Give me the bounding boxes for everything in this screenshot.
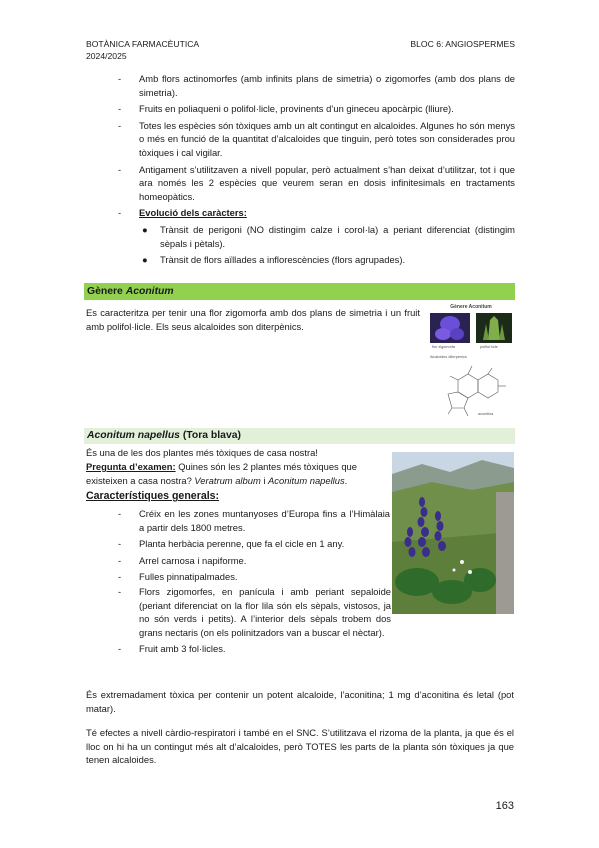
list-item-evolucio: - Evolució dels caràcters: (118, 207, 247, 219)
effects-paragraph: Té efectes a nivell càrdio-respiratori i també en el SNC. S’utilitzava el rizoma de la planta, ja que és el lloc on hi ha un contingut més alt d’alcaloides, però TOTES les parts de la planta són tòxiques ja que tenen alcaloides. (86, 727, 514, 766)
list-item: - Planta herbàcia perenne, que fa el cicle en 1 any. (118, 538, 345, 550)
toxicity-paragraph: És extremadament tòxica per contenir un potent alcaloide, l’aconitina; 1 mg d’aconitina és letal (pot matar). (86, 689, 514, 714)
list-item: - Antigament s’utilitzaven a nivell popular, però actualment s’han deixat d’utilitzar, tot i que ara només les 2 espècies que veurem seran en dosis infinitesimals en tractaments homeopàtics. (118, 163, 515, 202)
napellus-intro: És una de les dos plantes més tòxiques de casa nostra! (86, 447, 318, 458)
pregunta-examen: Pregunta d’examen: Quines són les 2 plantes més tòxiques que existeixen a casa nostra? Veratrum album i Aconitum napellus. (86, 461, 357, 486)
caracteristiques-list (118, 507, 390, 587)
list-item: - Fulles pinnatipalmades. (118, 571, 238, 583)
section-heading-napellus: Aconitum napellus (Tora blava) (84, 428, 515, 444)
list-item: - Créix en les zones muntanyoses d’Europa fins a l’Himàlaia a partir dels 1800 metres. (118, 508, 390, 533)
course-title: BOTÀNICA FARMACÈUTICA (86, 39, 200, 49)
figure-label-aconitina: aconitina (478, 412, 494, 416)
page-number: 163 (495, 800, 514, 812)
list-item: - Fruit amb 3 fol·licles. (118, 643, 226, 655)
list-item: - Flors zigomorfes, en panícula i amb periant sepaloide (periant diferenciat on la flor lila són els sèpals, vistosos, ja no són verds i petits). A l’interior dels sèpals trobem dos grans nectaris (on els polinitzadors van a buscar el nèctar). (118, 586, 391, 638)
figure-title: Gènere Aconitum (450, 304, 492, 310)
caracteristiques-label: Característiques generals: (86, 490, 220, 502)
list-item: - Amb flors actinomorfes (amb infinits plans de simetria) o zigomorfes (amb dos plans de simetria). (118, 73, 515, 98)
list-item: - Arrel carnosa i napiforme. (118, 554, 247, 566)
list-item: - Totes les espècies són tòxiques amb un alt contingut en alcaloides. Algunes ho són menys o més en funció de la quantitat d’alcaloides que tinguin, però totes son considerades prou tòxiques i cal vigilar. (118, 119, 515, 158)
sub-list-item: ● Trànsit de flors aïllades a inflorescències (flors agrupades). (142, 254, 406, 266)
header-right: BLOC 6: ANGIOSPERMES (410, 39, 515, 49)
sub-list-item: ● Trànsit de perigoni (NO distingim calze i corol·la) a periant diferenciat (distingim sèpals i pètals). (142, 223, 515, 249)
header-left (86, 38, 199, 62)
course-year: 2024/2025 (86, 51, 127, 61)
list-item: - Fruits en poliaqueni o polifol·licle, provinents d’un gineceu apocàrpic (lliure). (118, 103, 454, 115)
evolucio-label: Evolució dels caràcters: (139, 207, 247, 219)
figure-label-flor: flor zigomorfa (432, 345, 456, 349)
caracteristiques-list-cont (118, 585, 509, 659)
figure-label-fruit: polifol·licle (480, 345, 498, 349)
genere-figure (428, 304, 514, 426)
aconitum-diagram-image (428, 310, 514, 428)
genere-text: Es caracteritza per tenir una flor zigomorfa amb dos plans de simetria i un fruit amb polifol·licle. Els seus alcaloides son diterpènics. (86, 307, 420, 332)
section-heading-genere: Gènere Aconitum (84, 283, 515, 300)
figure-label-alcaloides: Alcaloides diterpènics (430, 355, 467, 359)
top-bullet-list (118, 72, 515, 270)
